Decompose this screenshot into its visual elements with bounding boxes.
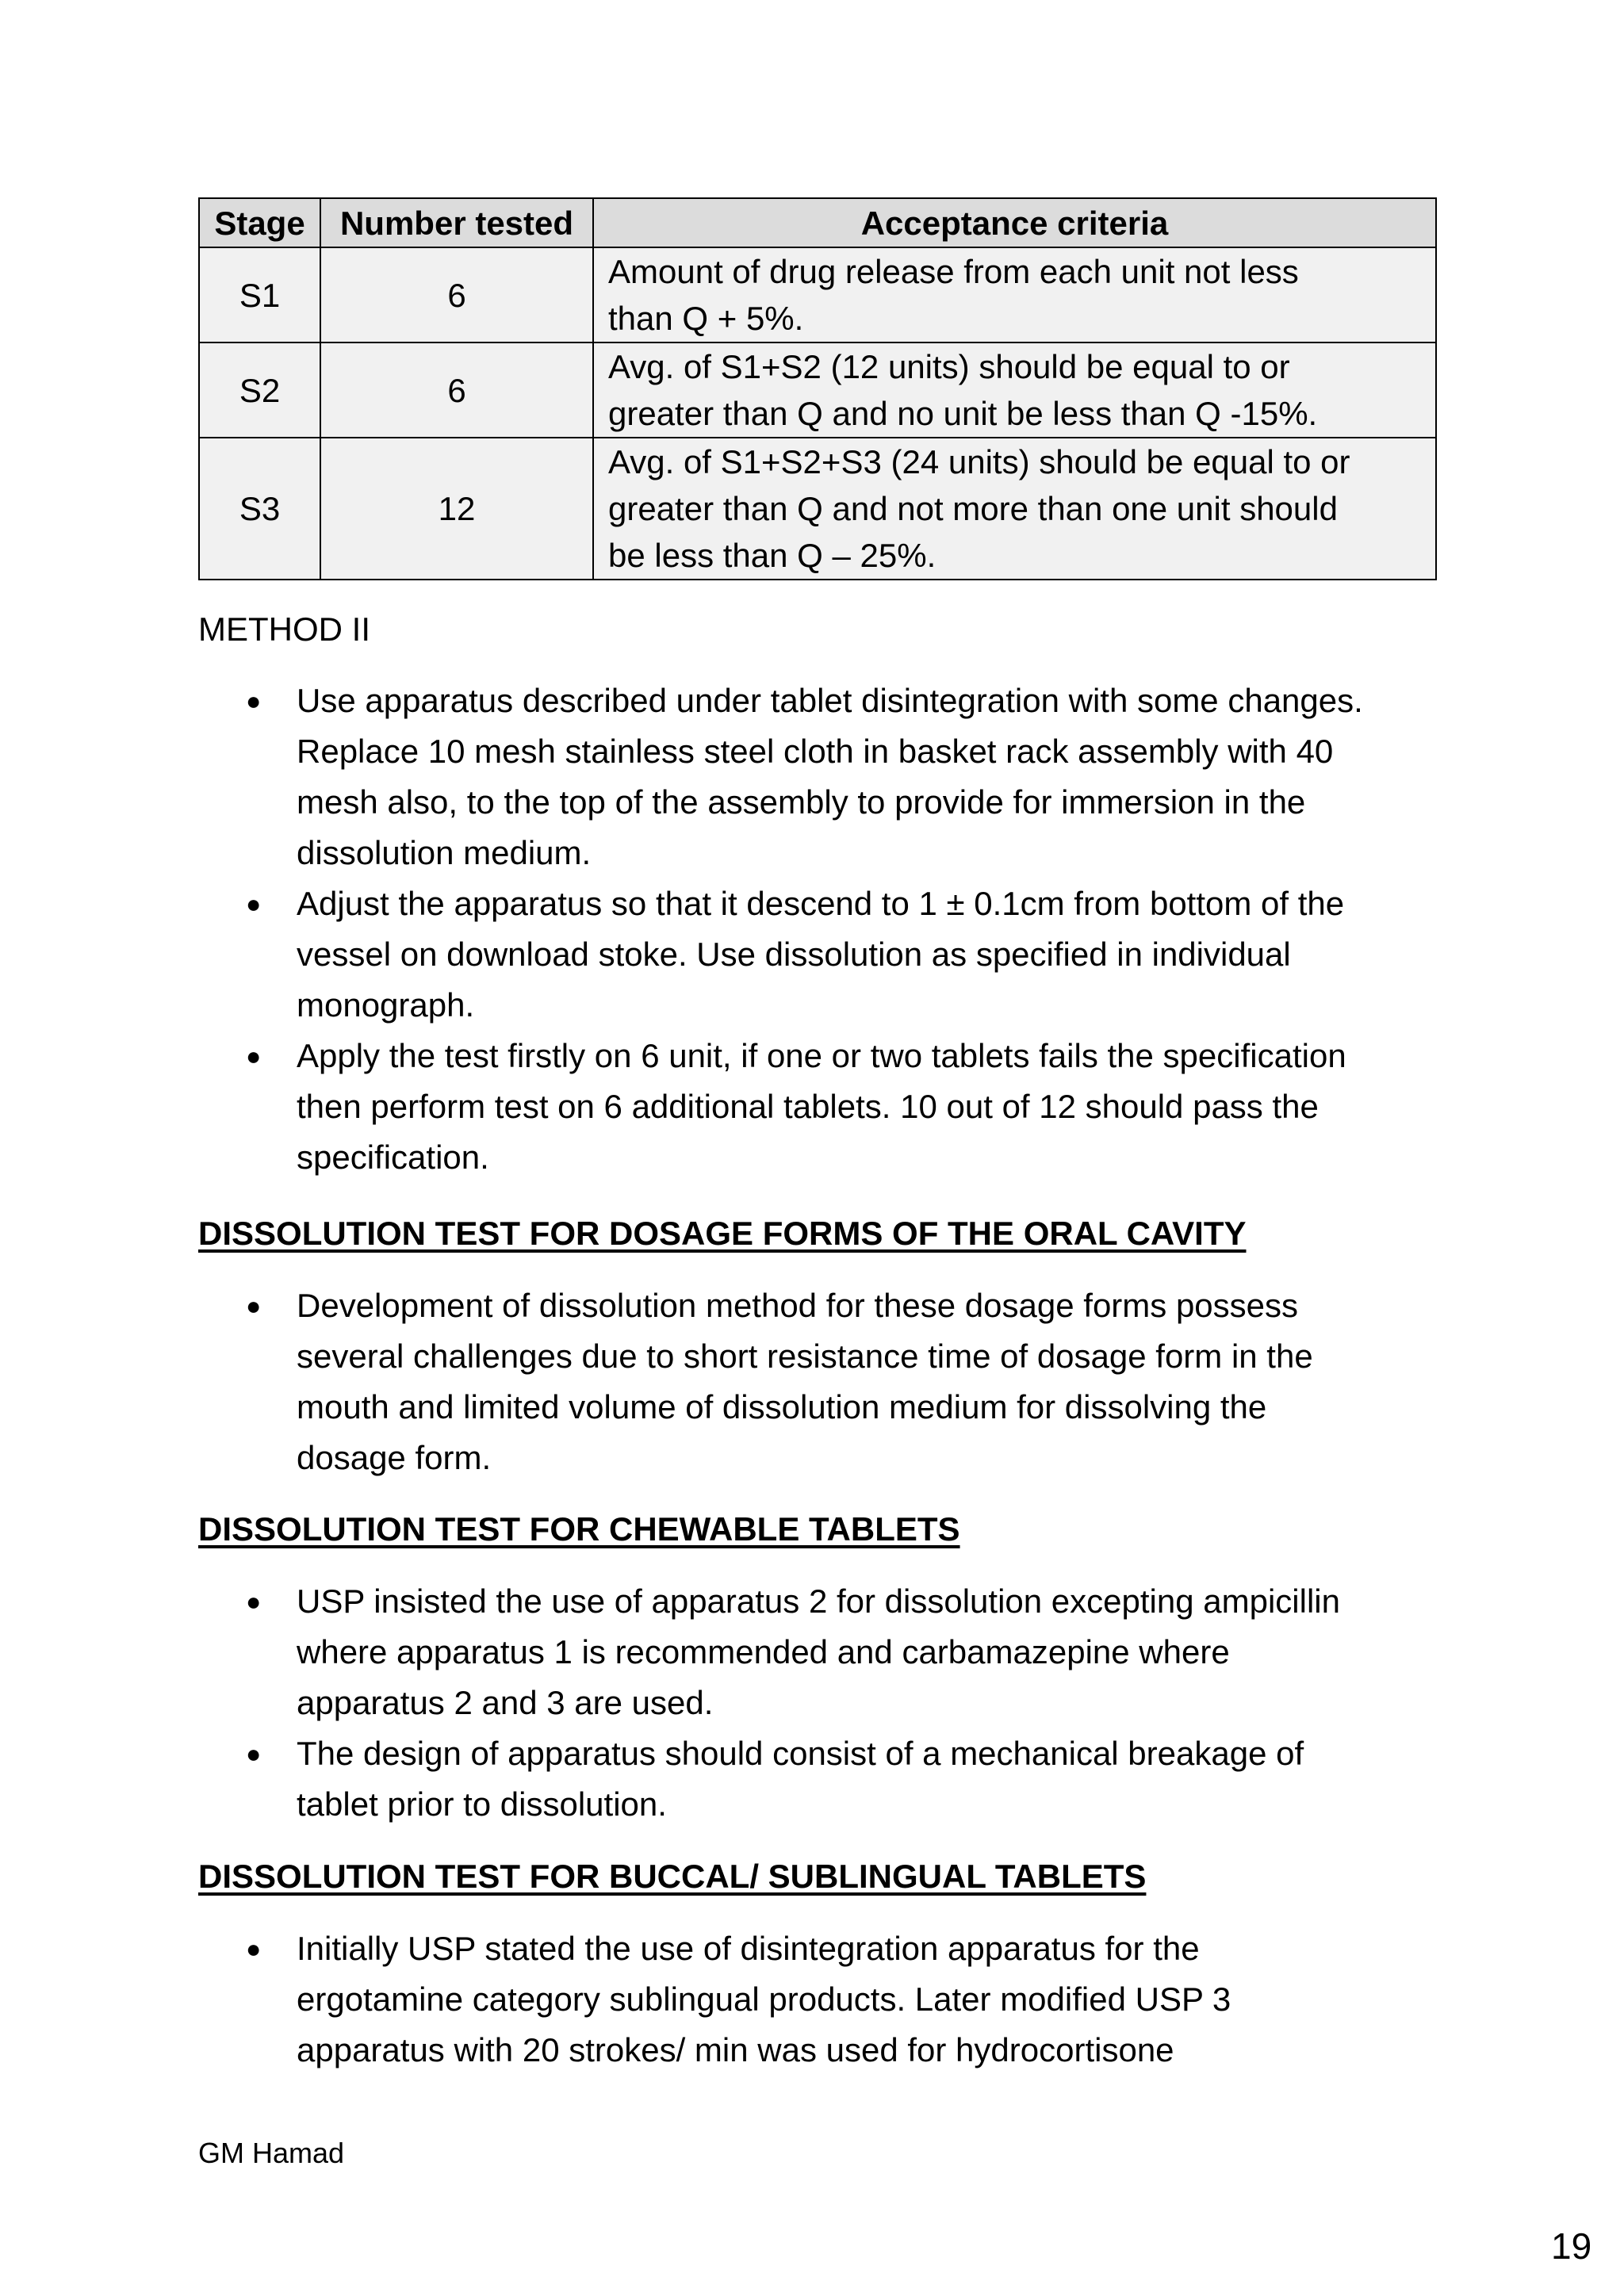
bullet-icon: ● (246, 890, 262, 918)
cell-number-tested: 12 (320, 438, 593, 580)
page-number: 19 (1551, 2225, 1592, 2267)
table-header-row (199, 198, 1436, 247)
list-item-line: apparatus 2 and 3 are used. (297, 1684, 714, 1721)
list-item-line: Initially USP stated the use of disintegration apparatus for the (297, 1930, 1200, 1967)
list-item-line: then perform test on 6 additional tablets. 10 out of 12 should pass the (297, 1088, 1319, 1125)
criteria-line: than Q + 5%. (608, 300, 804, 337)
footer-author: GM Hamad (198, 2137, 345, 2169)
list-item-line: specification. (297, 1138, 489, 1176)
list-item-line: USP insisted the use of apparatus 2 for dissolution excepting ampicillin (297, 1582, 1340, 1620)
list-item (198, 1280, 1313, 1483)
chewable-heading: DISSOLUTION TEST FOR CHEWABLE TABLETS (198, 1510, 960, 1548)
bullet-icon: ● (246, 1042, 262, 1070)
list-item-line: mesh also, to the top of the assembly to provide for immersion in the (297, 783, 1306, 821)
list-item-line: Apply the test firstly on 6 unit, if one or two tablets fails the specification (297, 1037, 1346, 1074)
list-item-line: Adjust the apparatus so that it descend to 1 ± 0.1cm from bottom of the (297, 885, 1345, 922)
cell-stage: S1 (199, 247, 320, 342)
criteria-line: Amount of drug release from each unit not less (608, 253, 1299, 290)
acceptance-criteria-table (198, 197, 1437, 580)
list-item-line: The design of apparatus should consist of a mechanical breakage of (297, 1735, 1304, 1772)
method-ii-bullet-list (198, 675, 1363, 1183)
bullet-icon: ● (246, 687, 262, 715)
list-item-line: apparatus with 20 strokes/ min was used for hydrocortisone (297, 2031, 1174, 2068)
list-item (198, 1576, 1340, 1728)
list-item (198, 1728, 1340, 1830)
bullet-icon: ● (246, 1739, 262, 1768)
cell-acceptance-criteria (593, 247, 1436, 342)
header-stage: Stage (199, 198, 320, 247)
list-item-line: several challenges due to short resistance time of dosage form in the (297, 1337, 1313, 1375)
criteria-line: greater than Q and not more than one unit should (608, 490, 1338, 527)
cell-acceptance-criteria (593, 342, 1436, 438)
list-item-line: monograph. (297, 986, 475, 1024)
cell-stage: S2 (199, 342, 320, 438)
list-item-line: dissolution medium. (297, 834, 592, 871)
list-item-line: Use apparatus described under tablet disintegration with some changes. (297, 682, 1363, 719)
cell-stage: S3 (199, 438, 320, 580)
header-acceptance-criteria: Acceptance criteria (593, 198, 1436, 247)
buccal-heading: DISSOLUTION TEST FOR BUCCAL/ SUBLINGUAL TABLETS (198, 1858, 1147, 1895)
criteria-line: Avg. of S1+S2+S3 (24 units) should be equal to or (608, 443, 1350, 480)
list-item-line: tablet prior to dissolution. (297, 1785, 667, 1823)
criteria-line: greater than Q and no unit be less than Q -15%. (608, 395, 1318, 432)
list-item-line: Replace 10 mesh stainless steel cloth in basket rack assembly with 40 (297, 733, 1334, 770)
method-ii-title: METHOD II (198, 610, 370, 648)
list-item (198, 675, 1363, 878)
list-item-line: dosage form. (297, 1439, 492, 1476)
list-item (198, 1031, 1363, 1183)
list-item-line: mouth and limited volume of dissolution medium for dissolving the (297, 1388, 1267, 1425)
list-item (198, 878, 1363, 1031)
list-item-line: vessel on download stoke. Use dissolution as specified in individual (297, 936, 1291, 973)
list-item-line: ergotamine category sublingual products. Later modified USP 3 (297, 1980, 1231, 2018)
bullet-icon: ● (246, 1292, 262, 1320)
cell-acceptance-criteria (593, 438, 1436, 580)
chewable-bullet-list (198, 1576, 1340, 1830)
bullet-icon: ● (246, 1934, 262, 1963)
criteria-line: Avg. of S1+S2 (12 units) should be equal to or (608, 348, 1290, 385)
header-number-tested: Number tested (320, 198, 593, 247)
bullet-icon: ● (246, 1587, 262, 1616)
oral-cavity-heading: DISSOLUTION TEST FOR DOSAGE FORMS OF THE ORAL CAVITY (198, 1215, 1247, 1252)
table-row (199, 438, 1436, 580)
table-row (199, 247, 1436, 342)
cell-number-tested: 6 (320, 247, 593, 342)
oral-cavity-bullet-list (198, 1280, 1313, 1483)
list-item (198, 1923, 1231, 2076)
list-item-line: where apparatus 1 is recommended and carbamazepine where (297, 1633, 1230, 1670)
table-row (199, 342, 1436, 438)
buccal-bullet-list (198, 1923, 1231, 2076)
list-item-line: Development of dissolution method for these dosage forms possess (297, 1287, 1299, 1324)
cell-number-tested: 6 (320, 342, 593, 438)
criteria-line: be less than Q – 25%. (608, 537, 936, 574)
